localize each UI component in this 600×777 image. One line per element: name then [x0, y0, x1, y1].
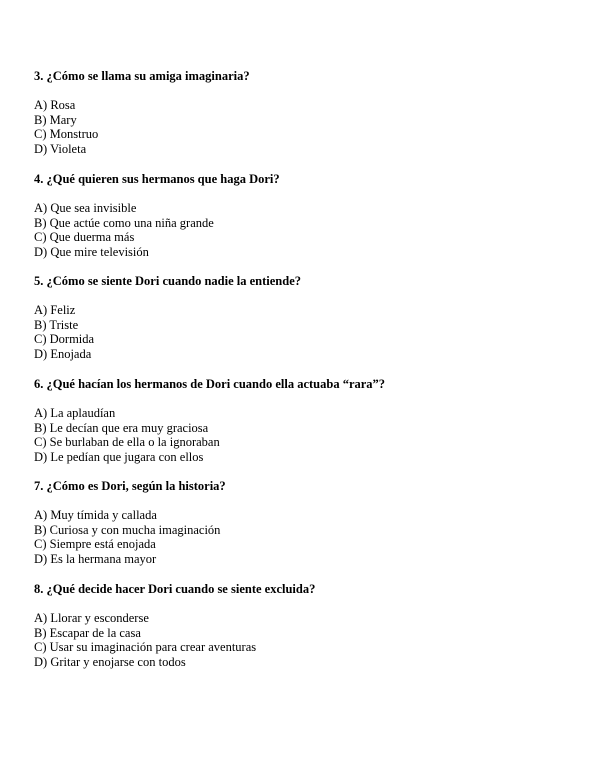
option-d: D) Que mire televisión [34, 245, 149, 260]
answer-options [34, 303, 574, 362]
option-c: C) Dormida [34, 332, 95, 347]
option-b: B) Le decían que era muy graciosa [34, 420, 209, 435]
question-7 [34, 479, 574, 567]
option-a: A) La aplaudían [34, 406, 116, 420]
option-c: C) Que duerma más [34, 230, 135, 245]
option-c: C) Siempre está enojada [34, 537, 156, 552]
question-3 [34, 69, 574, 157]
question-text: 4. ¿Qué quieren sus hermanos que haga Dori? [34, 172, 280, 186]
option-d: D) Es la hermana mayor [34, 552, 157, 567]
option-d: D) Le pedían que jugara con ellos [34, 450, 204, 465]
option-d: D) Gritar y enojarse con todos [34, 655, 186, 670]
option-b: B) Curiosa y con mucha imaginación [34, 522, 221, 537]
option-a: A) Llorar y esconderse [34, 611, 149, 625]
option-d: D) Violeta [34, 142, 87, 157]
option-b: B) Triste [34, 317, 79, 332]
question-text: 3. ¿Cómo se llama su amiga imaginaria? [34, 69, 250, 83]
option-b: B) Escapar de la casa [34, 625, 141, 640]
option-a: A) Muy tímida y callada [34, 508, 157, 522]
question-6 [34, 377, 574, 465]
option-d: D) Enojada [34, 347, 92, 362]
option-c: C) Usar su imaginación para crear aventuras [34, 640, 257, 655]
question-5 [34, 274, 574, 362]
answer-options [34, 611, 574, 670]
option-a: A) Que sea invisible [34, 201, 137, 215]
question-text: 8. ¿Qué decide hacer Dori cuando se siente excluida? [34, 582, 316, 596]
answer-options [34, 406, 574, 465]
answer-options [34, 508, 574, 567]
answer-options [34, 201, 574, 260]
question-text: 5. ¿Cómo se siente Dori cuando nadie la entiende? [34, 274, 302, 288]
option-b: B) Mary [34, 112, 77, 127]
option-a: A) Feliz [34, 303, 76, 317]
option-c: C) Monstruo [34, 127, 99, 142]
option-a: A) Rosa [34, 98, 76, 112]
option-b: B) Que actúe como una niña grande [34, 215, 214, 230]
question-text: 7. ¿Cómo es Dori, según la historia? [34, 479, 226, 493]
question-4 [34, 172, 574, 260]
question-text: 6. ¿Qué hacían los hermanos de Dori cuando ella actuaba “rara”? [34, 377, 386, 391]
question-8 [34, 582, 574, 670]
answer-options [34, 98, 574, 157]
option-c: C) Se burlaban de ella o la ignoraban [34, 435, 220, 450]
